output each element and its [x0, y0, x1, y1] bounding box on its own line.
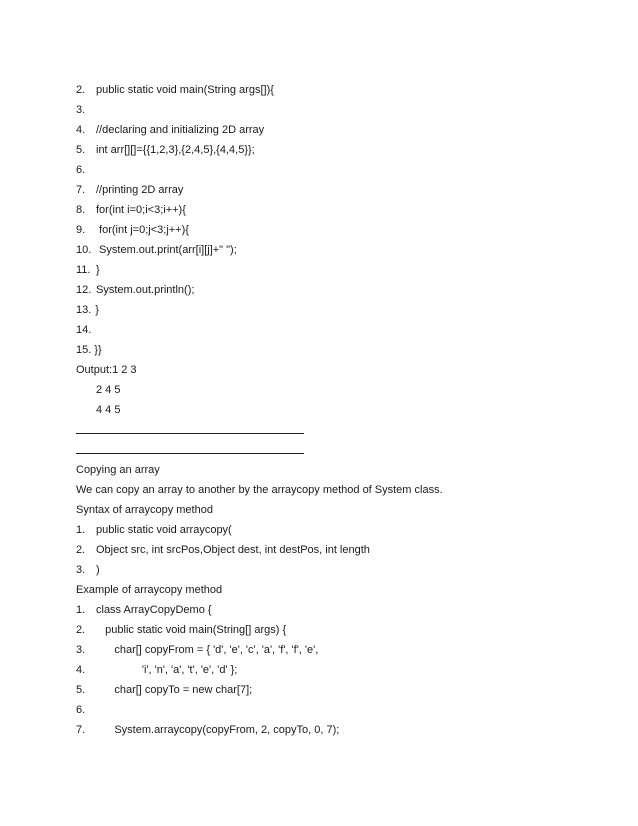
code-text: System.out.println();	[96, 284, 195, 296]
code-text: for(int i=0;i<3;i++){	[96, 204, 186, 216]
line-number: 2.	[76, 84, 86, 96]
code-text: System.arraycopy(copyFrom, 2, copyTo, 0, 7);	[96, 724, 340, 736]
line-number: 4.	[76, 124, 86, 136]
line-number: 5.	[76, 684, 86, 696]
code-line	[76, 203, 186, 217]
code-line	[76, 523, 232, 537]
line-number: 15.	[76, 344, 92, 356]
code-line	[76, 163, 96, 177]
line-number: 14.	[76, 324, 92, 336]
code-text: //printing 2D array	[96, 184, 184, 196]
line-number: 1.	[76, 524, 86, 536]
output-line: 2 4 5	[96, 384, 121, 396]
code-line	[76, 103, 96, 117]
line-number: 13.	[76, 304, 92, 316]
code-line	[76, 243, 237, 257]
code-text: char[] copyTo = new char[7];	[96, 684, 253, 696]
code-line	[76, 603, 212, 617]
line-number: 12.	[76, 284, 92, 296]
code-line	[76, 343, 102, 357]
code-text: for(int j=0;j<3;j++){	[96, 224, 189, 236]
code-line	[76, 263, 100, 277]
line-number: 7.	[76, 184, 86, 196]
code-text: }	[96, 264, 100, 276]
section-description: We can copy an array to another by the arraycopy method of System class.	[76, 484, 443, 496]
code-line	[76, 663, 237, 677]
code-line	[76, 723, 339, 737]
code-text: 'i', 'n', 'a', 't', 'e', 'd' };	[96, 664, 238, 676]
code-line	[76, 83, 274, 97]
code-text: public static void main(String[] args) {	[96, 624, 287, 636]
code-text: System.out.print(arr[i][j]+" ");	[96, 244, 237, 256]
code-text: public static void arraycopy(	[96, 524, 232, 536]
code-line	[76, 303, 99, 317]
output-line: 4 4 5	[96, 404, 121, 416]
code-line	[76, 543, 370, 557]
output-label: Output:1 2 3	[76, 364, 137, 376]
code-text: //declaring and initializing 2D array	[96, 124, 265, 136]
line-number: 4.	[76, 664, 86, 676]
code-line	[76, 223, 189, 237]
example-heading: Example of arraycopy method	[76, 584, 223, 596]
code-line	[76, 123, 264, 137]
code-text: )	[96, 564, 100, 576]
line-number: 3.	[76, 644, 86, 656]
line-number: 5.	[76, 144, 86, 156]
code-line	[76, 683, 252, 697]
line-number: 3.	[76, 104, 86, 116]
code-line	[76, 283, 194, 297]
line-number: 7.	[76, 724, 86, 736]
line-number: 1.	[76, 604, 86, 616]
line-number: 2.	[76, 624, 86, 636]
code-line	[76, 703, 96, 717]
code-line	[76, 143, 255, 157]
syntax-heading: Syntax of arraycopy method	[76, 504, 213, 516]
code-text: class ArrayCopyDemo {	[96, 604, 212, 616]
code-text: }}	[94, 344, 102, 356]
line-number: 3.	[76, 564, 86, 576]
code-line	[76, 623, 286, 637]
code-text: Object src, int srcPos,Object dest, int destPos, int length	[96, 544, 370, 556]
code-line	[76, 563, 100, 577]
line-number: 6.	[76, 164, 86, 176]
line-number: 2.	[76, 544, 86, 556]
code-text: }	[95, 304, 99, 316]
separator-line	[76, 433, 304, 434]
line-number: 11.	[76, 264, 91, 276]
code-line	[76, 643, 318, 657]
line-number: 10.	[76, 244, 92, 256]
code-line	[76, 183, 183, 197]
line-number: 9.	[76, 224, 86, 236]
separator-line	[76, 453, 304, 454]
code-text: public static void main(String args[]){	[96, 84, 274, 96]
line-number: 8.	[76, 204, 86, 216]
code-line	[76, 323, 96, 337]
code-text: char[] copyFrom = { 'd', 'e', 'c', 'a', 'f', 'f', 'e',	[96, 644, 319, 656]
code-text: int arr[][]={{1,2,3},{2,4,5},{4,4,5}};	[96, 144, 255, 156]
section-heading: Copying an array	[76, 464, 160, 476]
line-number: 6.	[76, 704, 86, 716]
